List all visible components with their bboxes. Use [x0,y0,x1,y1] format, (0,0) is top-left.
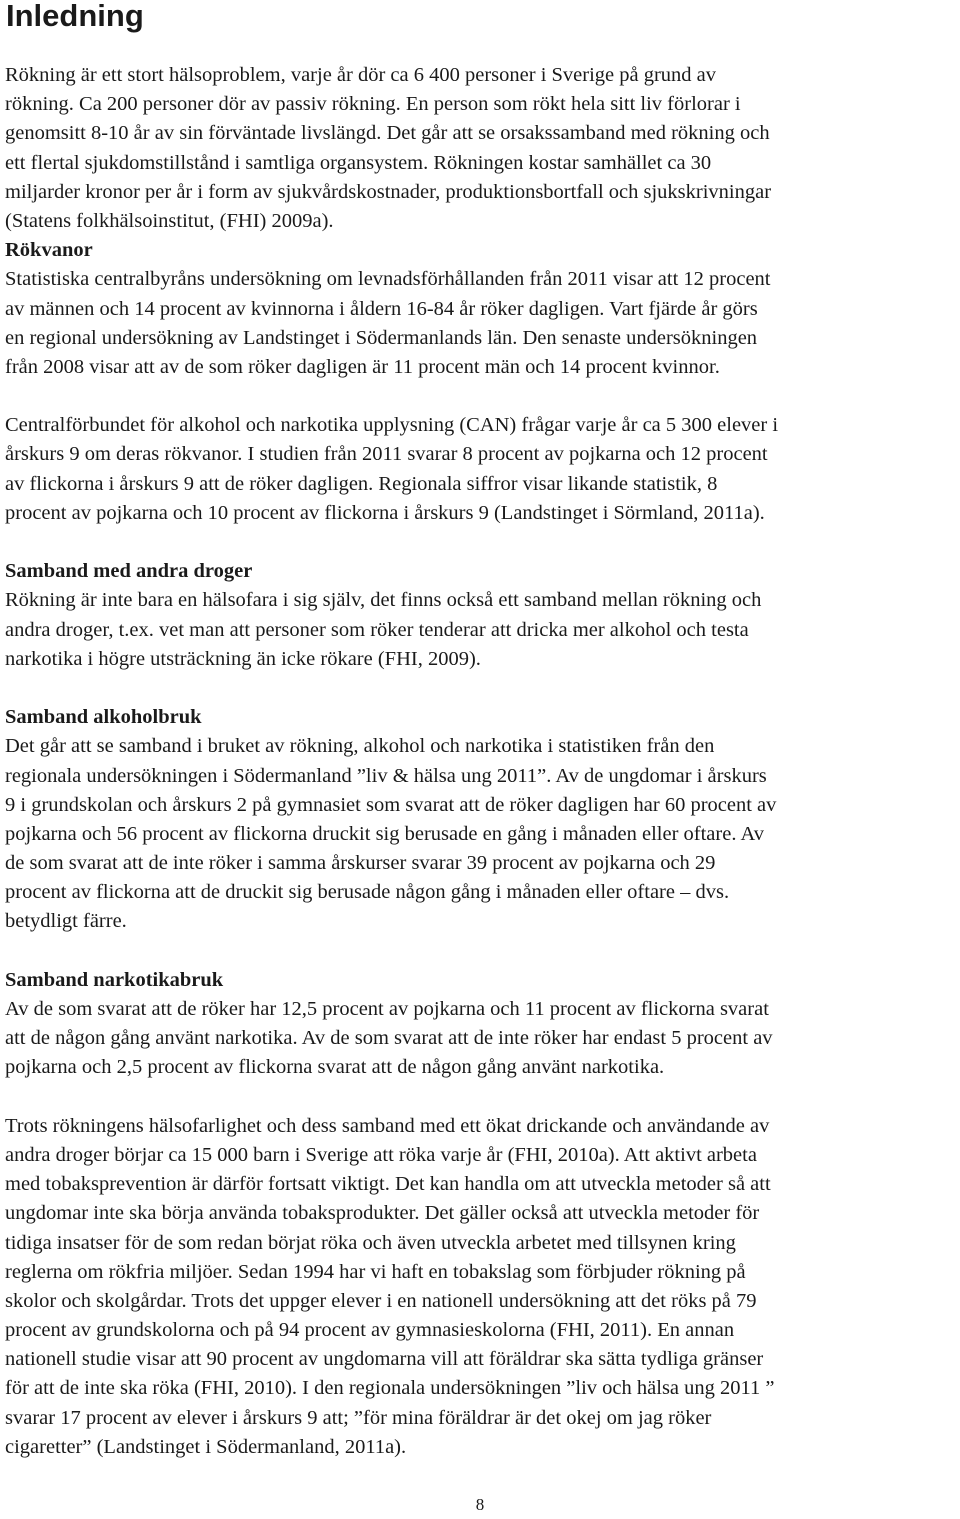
text-line: (Statens folkhälsoinstitut, (FHI) 2009a). [5,209,334,232]
text-line: andra droger, t.ex. vet man att personer som röker tenderar att dricka mer alkohol och testa [5,618,749,641]
text-line: Statistiska centralbyråns undersökning om levnadsförhållanden från 2011 visar att 12 procent [5,268,771,291]
text-line: tidiga insatser för de som redan börjat röka och även utveckla arbetet med tillsynen kring [5,1231,736,1254]
text-line: 9 i grundskolan och årskurs 2 på gymnasiet som svarat att de röker dagligen har 60 procent av [5,793,777,816]
blank-line [5,382,960,411]
text-line: för att de inte ska röka (FHI, 2010). I den regionala undersökningen ”liv och hälsa ung 2011 ” [5,1377,775,1400]
text-line: med tobaksprevention är därför fortsatt viktigt. Det kan handla om att utveckla metoder så att [5,1173,771,1196]
text-line: betydligt färre. [5,910,127,933]
text-line: miljarder kronor per år i form av sjukvårdskostnader, produktionsbortfall och sjukskrivningar [5,180,772,203]
text-line: att de någon gång använt narkotika. Av de som svarat att de inte röker har endast 5 procent av [5,1027,773,1050]
text-line: genomsitt 8-10 år av sin förväntade livslängd. Det går att se orsakssamband med rökning och [5,122,770,145]
text-line: pojkarna och 2,5 procent av flickorna svarat att de någon gång använt narkotika. [5,1056,665,1079]
text-line: Det går att se samband i bruket av rökning, alkohol och narkotika i statistiken från den [5,735,715,758]
text-line: nationell studie visar att 90 procent av ungdomarna vill att föräldrar ska sätta tydliga gränser [5,1348,764,1371]
blank-line [5,528,960,557]
section-heading: Samband narkotikabruk [5,968,224,991]
text-line: ett flertal sjukdomstillstånd i samtliga organsystem. Rökningen kostar samhället ca 30 [5,151,712,174]
text-line: Centralförbundet för alkohol och narkotika upplysning (CAN) frågar varje år ca 5 300 elever i [5,414,779,437]
blank-line [5,1083,960,1112]
text-line: andra droger börjar ca 15 000 barn i Sverige att röka varje år (FHI, 2010a). Att aktivt arbeta [5,1143,757,1166]
page-number: 8 [475,1495,485,1514]
blank-line [5,937,960,966]
text-line: regionala undersökningen i Södermanland ”liv & hälsa ung 2011”. Av de ungdomar i årskurs [5,764,767,787]
text-line: skolor och skolgårdar. Trots det uppger elever i en nationell undersökning att det röks på 79 [5,1289,757,1312]
text-line: Rökning är ett stort hälsoproblem, varje år dör ca 6 400 personer i Sverige på grund av [5,64,717,86]
text-line: årskurs 9 om deras rökvanor. I studien från 2011 svarar 8 procent av pojkarna och 12 procent [5,443,768,466]
text-line: rökning. Ca 200 personer dör av passiv rökning. En person som rökt hela sitt liv förlorar i [5,93,741,116]
text-line: av männen och 14 procent av kvinnorna i åldern 16-84 år röker dagligen. Vart fjärde år görs [5,297,758,320]
section-heading: Rökvanor [5,239,93,262]
text-line: från 2008 visar att av de som röker dagligen är 11 procent män och 14 procent kvinnor. [5,355,720,378]
text-line: Av de som svarat att de röker har 12,5 procent av pojkarna och 11 procent av flickorna svarat [5,998,769,1020]
text-line: procent av pojkarna och 10 procent av flickorna i årskurs 9 (Landstinget i Sörmland, 2011a). [5,501,765,524]
text-line: ungdomar inte ska börja använda tobaksprodukter. Det gäller också att utveckla metoder för [5,1202,760,1225]
text-line: Rökning är inte bara en hälsofara i sig själv, det finns också ett samband mellan rökning och [5,589,762,612]
blank-line [5,674,960,703]
text-line: en regional undersökning av Landstinget i Södermanlands län. Den senaste undersökningen [5,326,758,349]
text-line: svarar 17 procent av elever i årskurs 9 att; ”för mina föräldrar är det okej om jag röker [5,1406,712,1429]
text-line: av flickorna i årskurs 9 att de röker dagligen. Regionala siffror visar likande statistik, 8 [5,472,718,495]
text-line: Trots rökningens hälsofarlighet och dess samband med ett ökat drickande och användande av [5,1114,770,1137]
document-text [5,61,960,1462]
section-heading: Samband alkoholbruk [5,706,202,729]
text-line: reglerna om rökfria miljöer. Sedan 1994 har vi haft en tobakslag som förbjuder rökning på [5,1260,746,1283]
page-heading: Inledning [6,0,144,33]
text-line: pojkarna och 56 procent av flickorna druckit sig berusade en gång i månaden eller oftare. Av [5,822,764,845]
text-line: de som svarat att de inte röker i samma årskurser svarar 39 procent av pojkarna och 29 [5,852,716,875]
text-line: procent av grundskolorna och på 94 procent av gymnasieskolorna (FHI, 2011). En annan [5,1319,735,1342]
section-heading: Samband med andra droger [5,560,253,583]
text-line: narkotika i högre utsträckning än icke rökare (FHI, 2009). [5,647,481,670]
text-line: procent av flickorna att de druckit sig berusade någon gång i månaden eller oftare – dvs. [5,881,730,904]
text-line: cigaretter” (Landstinget i Södermanland, 2011a). [5,1435,407,1458]
